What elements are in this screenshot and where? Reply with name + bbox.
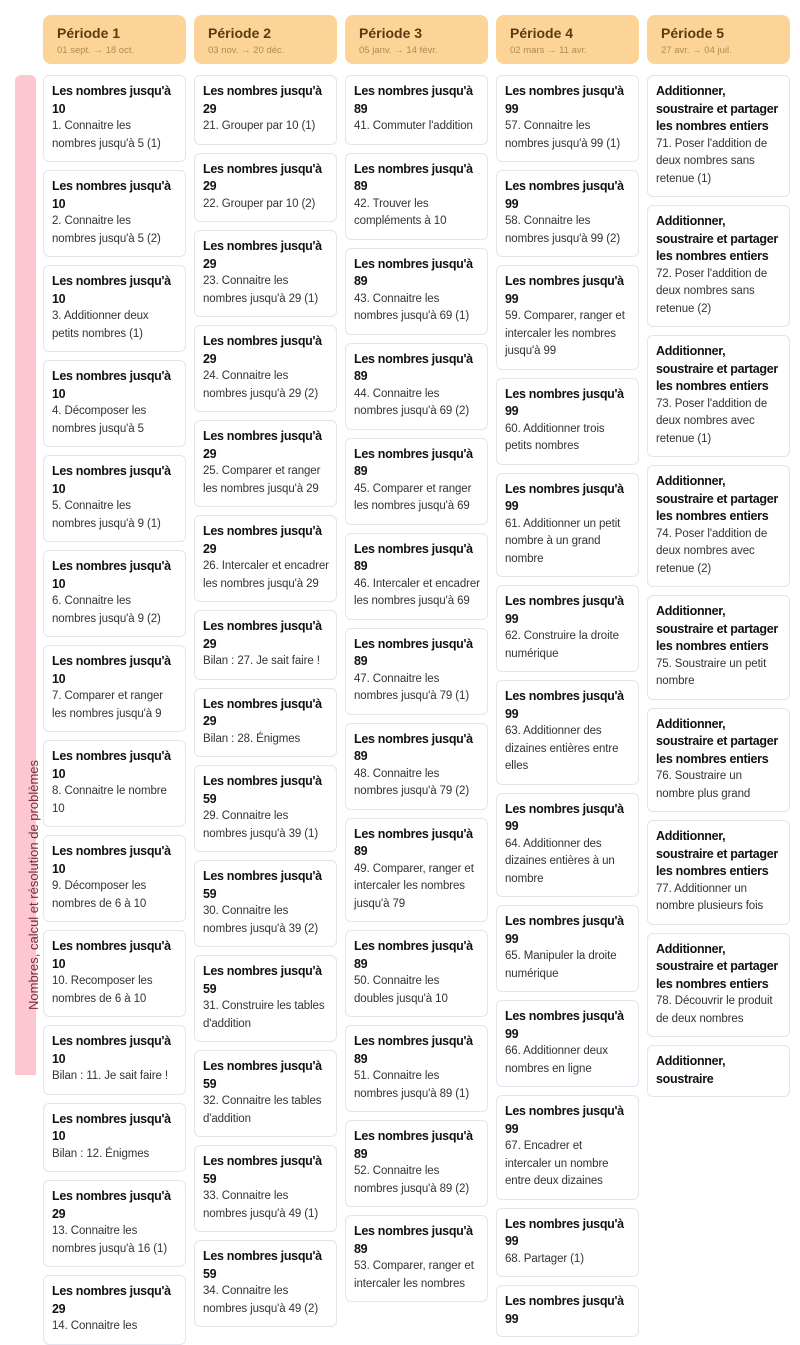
card-lesson: 42. Trouver les compléments à 10	[354, 197, 447, 227]
card-lesson: 23. Connaitre les nombres jusqu'à 29 (1)	[203, 275, 319, 305]
card-lesson: 41. Commuter l'addition	[354, 120, 473, 132]
card-lesson: 33. Connaitre les nombres jusqu'à 49 (1)	[203, 1190, 319, 1220]
sequence-card[interactable]	[43, 1275, 186, 1345]
card-title: Les nombres jusqu'à 59	[203, 964, 322, 996]
sequence-card[interactable]	[43, 455, 186, 542]
sequence-card[interactable]	[345, 1215, 488, 1302]
sequence-card[interactable]	[345, 930, 488, 1017]
card-title: Les nombres jusqu'à 59	[203, 869, 322, 901]
card-title: Les nombres jusqu'à 10	[52, 559, 171, 591]
sequence-card[interactable]	[43, 360, 186, 447]
card-title: Les nombres jusqu'à 10	[52, 179, 171, 211]
domain-label: Nombres, calcul et résolution de problèmes	[26, 759, 41, 1010]
card-title: Additionner, soustraire et partager les nombres entiers	[656, 941, 778, 991]
sequence-card[interactable]	[43, 835, 186, 922]
card-lesson: 2. Connaitre les nombres jusqu'à 5 (2)	[52, 215, 161, 245]
card-title: Les nombres jusqu'à 59	[203, 1059, 322, 1091]
sequence-card[interactable]	[43, 75, 186, 162]
card-lesson: 66. Additionner deux nombres en ligne	[505, 1045, 608, 1075]
sequence-card[interactable]	[345, 75, 488, 145]
card-lesson: 34. Connaitre les nombres jusqu'à 49 (2)	[203, 1285, 319, 1315]
period-title: Période 3	[359, 25, 423, 41]
card-lesson: 73. Poser l'addition de deux nombres avec retenue (1)	[656, 397, 768, 445]
sequence-card[interactable]	[496, 1208, 639, 1278]
card-title: Les nombres jusqu'à 29	[203, 239, 322, 271]
card-lesson: 10. Recomposer les nombres de 6 à 10	[52, 975, 153, 1005]
card-title: Les nombres jusqu'à 89	[354, 731, 473, 763]
period-header-5	[647, 15, 790, 64]
card-title: Les nombres jusqu'à 89	[354, 1129, 473, 1161]
card-title: Les nombres jusqu'à 10	[52, 84, 171, 116]
card-lesson: 50. Connaitre les doubles jusqu'à 10	[354, 975, 448, 1005]
sequence-card[interactable]	[647, 75, 790, 197]
card-title: Les nombres jusqu'à 99	[505, 1216, 624, 1248]
sequence-card[interactable]	[43, 1103, 186, 1173]
card-title: Additionner, soustraire et partager les nombres entiers	[656, 214, 778, 263]
card-title: Les nombres jusqu'à 59	[203, 1249, 322, 1281]
sequence-card[interactable]	[194, 610, 337, 680]
sequence-card[interactable]	[194, 1240, 337, 1327]
card-title: Additionner, soustraire et partager les nombres entiers	[656, 829, 778, 878]
card-title: Les nombres jusqu'à 10	[52, 939, 171, 971]
card-lesson: 48. Connaitre les nombres jusqu'à 79 (2)	[354, 767, 470, 797]
card-lesson: Bilan : 12. Énigmes	[52, 1147, 150, 1160]
period-title: Période 4	[510, 25, 574, 41]
card-lesson: 74. Poser l'addition de deux nombres avec retenue (2)	[656, 527, 768, 575]
card-lesson: 59. Comparer, ranger et intercaler les nombres jusqu'à 99	[505, 310, 625, 357]
sequence-card[interactable]	[345, 533, 488, 620]
card-lesson: 71. Poser l'addition de deux nombres sans retenue (1)	[656, 137, 768, 185]
card-title: Les nombres jusqu'à 10	[52, 1034, 171, 1066]
sequence-card[interactable]	[194, 1050, 337, 1137]
card-lesson: Bilan : 28. Énigmes	[203, 732, 301, 745]
card-lesson: 58. Connaitre les nombres jusqu'à 99 (2)	[505, 215, 621, 245]
card-lesson: 43. Connaitre les nombres jusqu'à 69 (1)	[354, 292, 470, 322]
card-lesson: 3. Additionner deux petits nombres (1)	[52, 310, 149, 340]
card-title: Les nombres jusqu'à 89	[354, 939, 473, 971]
card-title: Les nombres jusqu'à 89	[354, 826, 473, 858]
card-title: Les nombres jusqu'à 99	[505, 594, 624, 626]
card-lesson: 6. Connaitre les nombres jusqu'à 9 (2)	[52, 595, 161, 625]
period-column-2	[194, 75, 337, 1345]
card-lesson: 67. Encadrer et intercaler un nombre entre deux dizaines	[505, 1140, 609, 1187]
sequence-card[interactable]	[647, 205, 790, 327]
sequence-card[interactable]	[647, 933, 790, 1038]
card-lesson: 68. Partager (1)	[505, 1252, 584, 1265]
card-lesson: 65. Manipuler la droite numérique	[505, 950, 617, 980]
card-title: Les nombres jusqu'à 99	[505, 1009, 624, 1041]
card-lesson: 72. Poser l'addition de deux nombres sans retenue (2)	[656, 267, 768, 315]
card-title: Additionner, soustraire et partager les nombres entiers	[656, 474, 778, 523]
card-lesson: 52. Connaitre les nombres jusqu'à 89 (2)	[354, 1165, 470, 1195]
sequence-card[interactable]	[43, 645, 186, 732]
sequence-card[interactable]	[194, 860, 337, 947]
sequence-card[interactable]	[345, 1025, 488, 1112]
card-title: Les nombres jusqu'à 29	[203, 84, 322, 116]
card-title: Les nombres jusqu'à 59	[203, 1154, 322, 1186]
period-column-1	[43, 75, 186, 1345]
card-lesson: 5. Connaitre les nombres jusqu'à 9 (1)	[52, 500, 161, 530]
period-title: Période 2	[208, 25, 272, 41]
card-title: Les nombres jusqu'à 10	[52, 654, 171, 686]
card-lesson: 13. Connaitre les nombres jusqu'à 16 (1)	[52, 1225, 168, 1255]
card-title: Les nombres jusqu'à 99	[505, 179, 624, 211]
card-lesson: 76. Soustraire un nombre plus grand	[656, 770, 751, 800]
sequence-card[interactable]	[496, 378, 639, 465]
card-lesson: 30. Connaitre les nombres jusqu'à 39 (2)	[203, 905, 319, 935]
sequence-card[interactable]	[496, 265, 639, 370]
card-lesson: Bilan : 27. Je sait faire !	[203, 655, 320, 667]
card-lesson: 24. Connaitre les nombres jusqu'à 29 (2)	[203, 370, 319, 400]
card-title: Les nombres jusqu'à 29	[52, 1284, 171, 1316]
card-lesson: 31. Construire les tables d'addition	[203, 1000, 325, 1030]
sequence-card[interactable]	[496, 75, 639, 162]
period-header-3	[345, 15, 488, 64]
card-lesson: 57. Connaitre les nombres jusqu'à 99 (1)	[505, 120, 621, 150]
card-title: Les nombres jusqu'à 29	[203, 334, 322, 366]
card-title: Les nombres jusqu'à 10	[52, 274, 171, 306]
card-title: Les nombres jusqu'à 29	[203, 524, 322, 556]
sequence-card[interactable]	[345, 438, 488, 525]
card-lesson: 64. Additionner des dizaines entières à un nombre	[505, 837, 615, 885]
card-lesson: 61. Additionner un petit nombre à un grand nombre	[505, 517, 621, 565]
card-lesson: 51. Connaitre les nombres jusqu'à 89 (1)	[354, 1070, 470, 1100]
card-title: Additionner, soustraire	[656, 1054, 726, 1086]
sequence-card[interactable]	[345, 723, 488, 810]
card-title: Les nombres jusqu'à 10	[52, 369, 171, 401]
card-title: Les nombres jusqu'à 89	[354, 446, 473, 478]
card-title: Les nombres jusqu'à 99	[505, 386, 624, 418]
card-lesson: 49. Comparer, ranger et intercaler les nombres jusqu'à 79	[354, 862, 474, 910]
card-title: Les nombres jusqu'à 29	[203, 619, 322, 651]
sequence-card[interactable]	[647, 595, 790, 700]
card-lesson: 45. Comparer et ranger les nombres jusqu'à 69	[354, 482, 472, 512]
period-header-row	[43, 15, 790, 64]
sequence-card[interactable]	[647, 335, 790, 457]
card-title: Les nombres jusqu'à 29	[203, 161, 322, 193]
card-title: Les nombres jusqu'à 89	[354, 1034, 473, 1066]
card-lesson: 29. Connaitre les nombres jusqu'à 39 (1)	[203, 810, 319, 840]
card-lesson: 46. Intercaler et encadrer les nombres jusqu'à 69	[354, 577, 480, 607]
card-lesson: 4. Décomposer les nombres jusqu'à 5	[52, 405, 147, 435]
card-title: Les nombres jusqu'à 89	[354, 84, 473, 116]
card-title: Les nombres jusqu'à 89	[354, 636, 473, 668]
card-lesson: 7. Comparer et ranger les nombres jusqu'à 9	[52, 690, 164, 720]
card-title: Les nombres jusqu'à 99	[505, 914, 624, 946]
card-title: Les nombres jusqu'à 89	[354, 161, 473, 193]
card-title: Les nombres jusqu'à 29	[203, 429, 322, 461]
card-title: Les nombres jusqu'à 99	[505, 274, 624, 306]
sequence-card[interactable]	[194, 1145, 337, 1232]
sequence-card[interactable]	[496, 585, 639, 672]
card-title: Les nombres jusqu'à 99	[505, 689, 624, 721]
sequence-card[interactable]	[194, 515, 337, 602]
sequence-card[interactable]	[194, 955, 337, 1042]
card-lesson: 75. Soustraire un petit nombre	[656, 657, 767, 687]
card-title: Les nombres jusqu'à 59	[203, 774, 322, 806]
sequence-card[interactable]	[194, 75, 337, 145]
card-title: Les nombres jusqu'à 99	[505, 1104, 624, 1136]
sequence-card[interactable]	[647, 820, 790, 925]
sequence-card[interactable]	[43, 1180, 186, 1267]
sequence-card[interactable]	[496, 1000, 639, 1087]
sequence-card[interactable]	[43, 550, 186, 637]
sequence-card[interactable]	[345, 153, 488, 240]
period-header-1	[43, 15, 186, 64]
card-lesson: 77. Additionner un nombre plusieurs fois	[656, 882, 764, 912]
sequence-card[interactable]	[194, 230, 337, 317]
sequence-card[interactable]	[194, 765, 337, 852]
card-title: Les nombres jusqu'à 99	[505, 801, 624, 833]
period-header-4	[496, 15, 639, 64]
sequence-card[interactable]	[647, 1045, 790, 1097]
period-dates: 27 avr. → 04 juil.	[661, 45, 732, 56]
card-title: Les nombres jusqu'à 10	[52, 464, 171, 496]
card-title: Les nombres jusqu'à 89	[354, 1224, 473, 1256]
sequence-card[interactable]	[194, 153, 337, 223]
sequence-card[interactable]	[345, 628, 488, 715]
card-title: Les nombres jusqu'à 89	[354, 351, 473, 383]
card-title: Additionner, soustraire et partager les nombres entiers	[656, 604, 778, 653]
card-lesson: 1. Connaitre les nombres jusqu'à 5 (1)	[52, 120, 161, 150]
card-title: Les nombres jusqu'à 29	[203, 696, 322, 728]
sequence-card[interactable]	[43, 930, 186, 1017]
period-dates: 02 mars → 11 avr.	[510, 45, 587, 56]
period-dates: 03 nov. → 20 déc.	[208, 45, 285, 56]
card-lesson: 22. Grouper par 10 (2)	[203, 197, 316, 210]
sequence-card[interactable]	[496, 680, 639, 785]
period-column-4	[496, 75, 639, 1345]
card-title: Les nombres jusqu'à 89	[354, 541, 473, 573]
card-title: Les nombres jusqu'à 10	[52, 844, 171, 876]
card-lesson: 63. Additionner des dizaines entières entre elles	[505, 725, 619, 772]
card-title: Les nombres jusqu'à 99	[505, 1294, 624, 1326]
card-lesson: 32. Connaitre les tables d'addition	[203, 1095, 322, 1125]
period-title: Période 5	[661, 25, 725, 41]
card-lesson: 53. Comparer, ranger et intercaler les nombres	[354, 1260, 474, 1290]
sequence-card[interactable]	[345, 343, 488, 430]
period-title: Période 1	[57, 25, 121, 41]
sequence-card[interactable]	[43, 1025, 186, 1095]
sequence-card[interactable]	[496, 170, 639, 257]
card-lesson: 8. Connaitre le nombre 10	[52, 785, 167, 815]
card-lesson: 21. Grouper par 10 (1)	[203, 120, 316, 132]
period-column-5	[647, 75, 790, 1345]
sequence-card[interactable]	[345, 1120, 488, 1207]
card-lesson: 60. Additionner trois petits nombres	[505, 422, 605, 452]
period-dates: 05 janv. → 14 févr.	[359, 45, 438, 56]
card-title: Les nombres jusqu'à 89	[354, 256, 473, 288]
sequence-card[interactable]	[496, 473, 639, 578]
card-lesson: 62. Construire la droite numérique	[505, 630, 619, 660]
sequence-card[interactable]	[496, 1095, 639, 1200]
sequence-grid	[43, 75, 790, 1345]
card-lesson: 44. Connaitre les nombres jusqu'à 69 (2)	[354, 387, 470, 417]
sequence-card[interactable]	[345, 248, 488, 335]
sequence-card[interactable]	[647, 708, 790, 813]
card-title: Additionner, soustraire et partager les nombres entiers	[656, 344, 778, 393]
card-title: Les nombres jusqu'à 99	[505, 481, 624, 513]
card-title: Les nombres jusqu'à 99	[505, 84, 624, 116]
sequence-card[interactable]	[194, 420, 337, 507]
sequence-card[interactable]	[43, 170, 186, 257]
sequence-card[interactable]	[43, 265, 186, 352]
card-title: Additionner, soustraire et partager les nombres entiers	[656, 84, 778, 133]
card-lesson: 25. Comparer et ranger les nombres jusqu'à 29	[203, 465, 321, 495]
card-title: Les nombres jusqu'à 29	[52, 1189, 171, 1221]
card-title: Additionner, soustraire et partager les nombres entiers	[656, 716, 778, 766]
sequence-card[interactable]	[43, 740, 186, 827]
sequence-card[interactable]	[647, 465, 790, 587]
sequence-card[interactable]	[496, 905, 639, 992]
sequence-card[interactable]	[194, 688, 337, 758]
card-lesson: 9. Décomposer les nombres de 6 à 10	[52, 880, 147, 910]
card-lesson: 14. Connaitre les	[52, 1320, 138, 1332]
period-header-2	[194, 15, 337, 64]
sequence-card[interactable]	[496, 1285, 639, 1337]
card-lesson: Bilan : 11. Je sait faire !	[52, 1070, 168, 1082]
card-lesson: 26. Intercaler et encadrer les nombres jusqu'à 29	[203, 560, 329, 590]
card-title: Les nombres jusqu'à 10	[52, 749, 171, 781]
card-lesson: 78. Découvrir le produit de deux nombres	[656, 995, 773, 1025]
period-dates: 01 sept. → 18 oct.	[57, 45, 135, 56]
card-lesson: 47. Connaitre les nombres jusqu'à 79 (1)	[354, 672, 470, 702]
card-title: Les nombres jusqu'à 10	[52, 1111, 171, 1143]
sequence-card[interactable]	[496, 793, 639, 898]
sequence-card[interactable]	[345, 818, 488, 923]
sequence-card[interactable]	[194, 325, 337, 412]
period-column-3	[345, 75, 488, 1345]
